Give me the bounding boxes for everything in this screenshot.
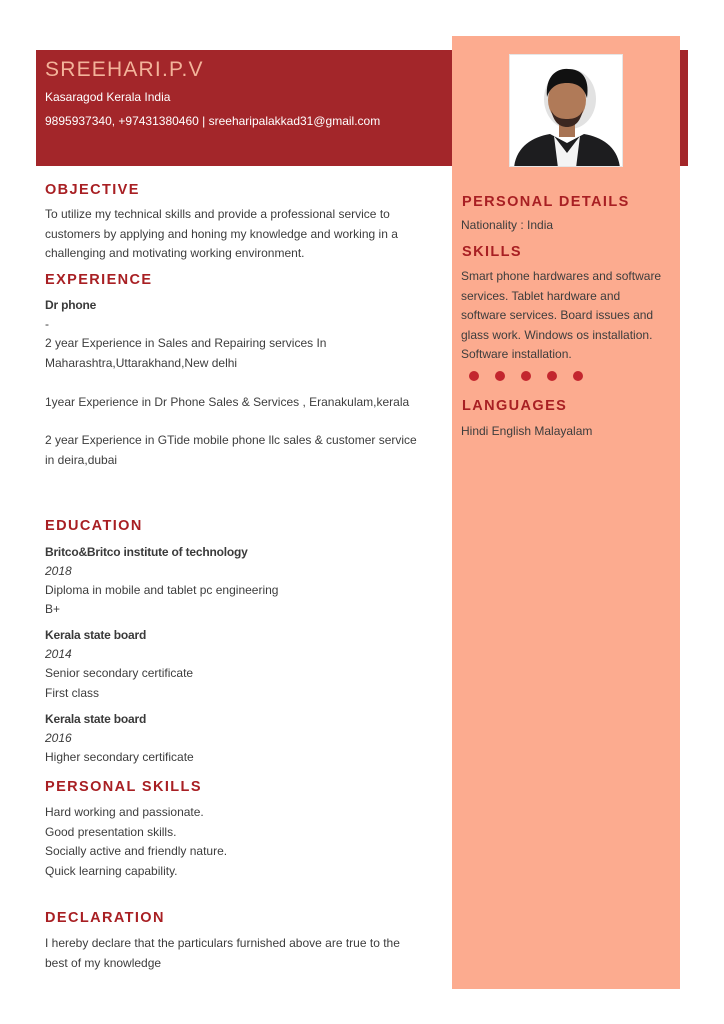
education-heading: EDUCATION: [45, 518, 143, 534]
rating-dot: [573, 371, 583, 381]
experience-line: 2 year Experience in Sales and Repairing services In: [45, 336, 327, 350]
skills-line: Smart phone hardwares and software: [461, 269, 662, 283]
education-year: 2016: [45, 731, 72, 745]
personal-skills-list: [45, 803, 227, 881]
declaration-heading: DECLARATION: [45, 910, 165, 926]
experience-heading: EXPERIENCE: [45, 272, 153, 288]
experience-item: [45, 431, 417, 470]
skills-line: Software installation.: [461, 347, 572, 361]
education-grade: First class: [45, 686, 99, 700]
skills-line: software services. Board issues and: [461, 308, 654, 322]
languages-value: Hindi English Malayalam: [461, 424, 593, 438]
candidate-name: SREEHARI.P.V: [45, 58, 204, 81]
skills-line: glass work. Windows os installation.: [461, 327, 653, 342]
personal-skill-item: Quick learning capability.: [45, 863, 178, 878]
personal-skill-item: Socially active and friendly nature.: [45, 844, 228, 858]
experience-line: in deira,dubai: [45, 452, 118, 467]
candidate-contact: 9895937340, +97431380460 | sreeharipalakkad31@gmail.com: [45, 114, 381, 128]
person-photo-icon: [510, 55, 623, 167]
education-year: 2014: [45, 647, 72, 661]
skills-heading: SKILLS: [462, 244, 522, 260]
skills-line: services. Tablet hardware and: [461, 288, 621, 303]
languages-heading: LANGUAGES: [462, 398, 568, 414]
objective-heading: OBJECTIVE: [45, 182, 140, 198]
objective-line: challenging and motivating working environment.: [45, 246, 305, 260]
declaration-text: [45, 934, 400, 973]
personal-skills-heading: PERSONAL SKILLS: [45, 779, 202, 795]
education-detail: Higher secondary certificate: [45, 750, 194, 764]
education-school: Kerala state board: [45, 712, 147, 726]
rating-dot: [521, 371, 531, 381]
education-grade: B+: [45, 602, 61, 616]
personal-skill-item: Good presentation skills.: [45, 824, 177, 839]
declaration-line: I hereby declare that the particulars furnished above are true to the: [45, 936, 400, 950]
skill-rating-dots: [469, 371, 583, 381]
experience-line: 2 year Experience in GTide mobile phone llc sales & customer service: [45, 433, 417, 447]
rating-dot: [495, 371, 505, 381]
experience-company: Dr phone: [45, 298, 97, 312]
declaration-line: best of my knowledge: [45, 955, 162, 970]
education-year: 2018: [45, 564, 72, 578]
education-detail: Senior secondary certificate: [45, 666, 194, 680]
experience-item: [45, 334, 326, 373]
experience-dash: -: [45, 317, 49, 331]
nationality-value: Nationality : India: [461, 218, 554, 232]
personal-details-heading: PERSONAL DETAILS: [462, 194, 630, 210]
rating-dot: [469, 371, 479, 381]
personal-skill-item: Hard working and passionate.: [45, 805, 204, 819]
education-school: Kerala state board: [45, 628, 147, 642]
experience-item: 1year Experience in Dr Phone Sales & Services , Eranakulam,kerala: [45, 395, 410, 409]
experience-line: Maharashtra,Uttarakhand,New delhi: [45, 355, 238, 370]
sidebar-panel: [452, 36, 680, 989]
objective-text: [45, 205, 398, 264]
objective-line: To utilize my technical skills and provide a professional service to: [45, 207, 390, 221]
education-detail: Diploma in mobile and tablet pc engineering: [45, 583, 279, 597]
education-school: Britco&Britco institute of technology: [45, 545, 248, 559]
skills-text: [461, 267, 661, 365]
profile-photo: [509, 54, 623, 167]
rating-dot: [547, 371, 557, 381]
candidate-address: Kasaragod Kerala India: [45, 90, 171, 104]
objective-line: customers by applying and honing my knowledge and working in a: [45, 226, 398, 241]
